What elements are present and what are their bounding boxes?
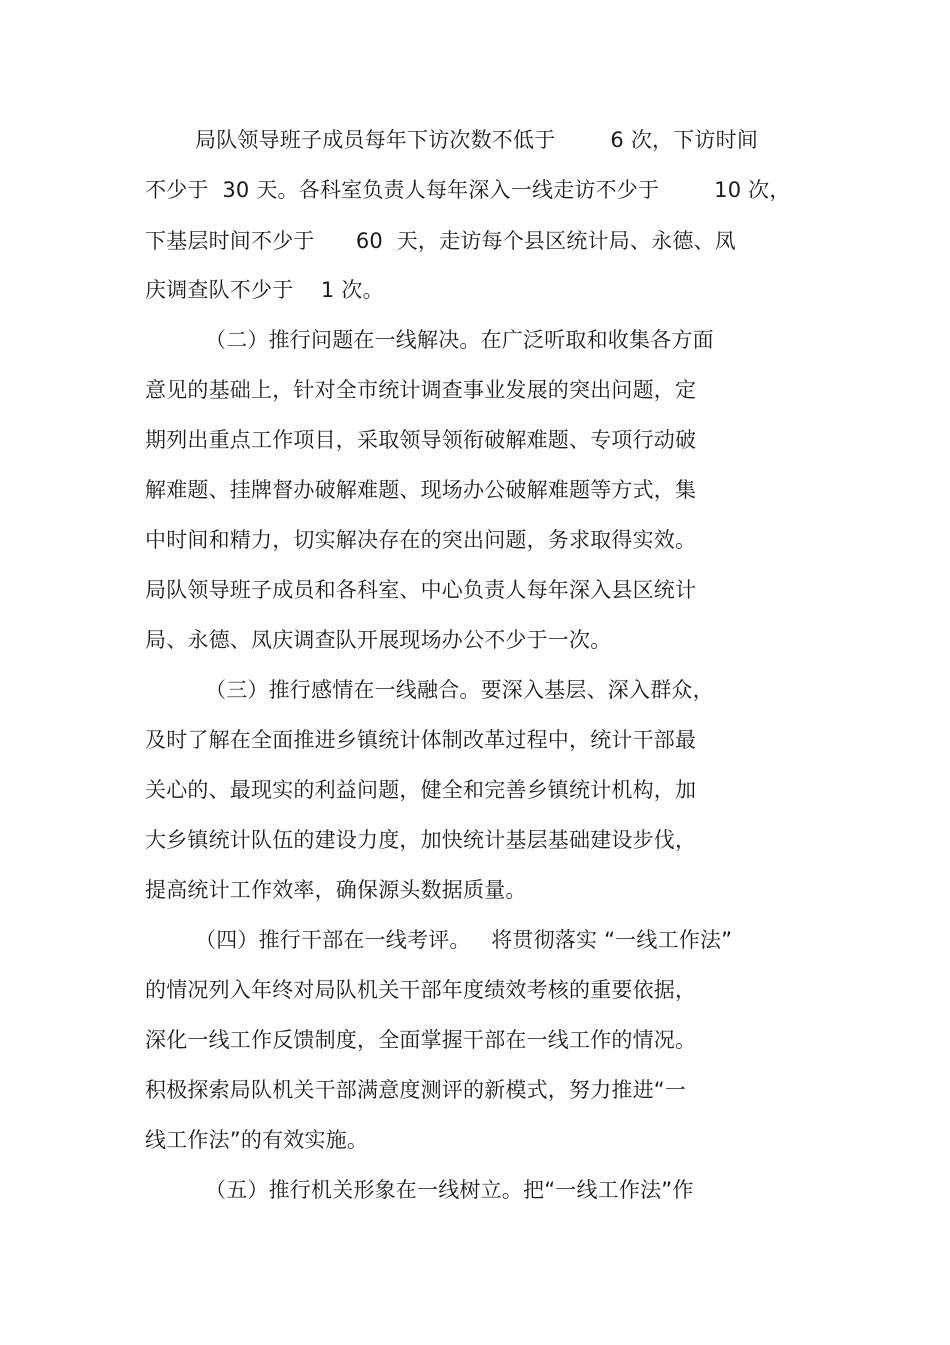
text-line: 及时了解在全面推进乡镇统计体制改革过程中，统计干部最 [145, 728, 697, 752]
text-line: （二）推行问题在一线解决。在广泛听取和收集各方面 [205, 328, 714, 352]
text-line: 不少于 30 天。各科室负责人每年深入一线走访不少于 10 次， [145, 178, 791, 202]
text-line: （五）推行机关形象在一线树立。把“一线工作法”作 [205, 1178, 694, 1202]
text-line: 解难题、挂牌督办破解难题、现场办公破解难题等方式，集 [145, 478, 697, 502]
text-line: 的情况列入年终对局队机关干部年度绩效考核的重要依据， [145, 978, 697, 1002]
text-line: 线工作法”的有效实施。 [145, 1128, 369, 1152]
text-line: 积极探索局队机关干部满意度测评的新模式，努力推进“一 [145, 1078, 687, 1102]
text-line: 关心的、最现实的利益问题，健全和完善乡镇统计机构，加 [145, 778, 697, 802]
text-line: 庆调查队不少于 1 次。 [145, 278, 384, 302]
text-line: 局、永德、凤庆调查队开展现场办公不少于一次。 [145, 628, 612, 652]
text-line: 局队领导班子成员和各科室、中心负责人每年深入县区统计 [145, 578, 697, 602]
text-line: （四）推行干部在一线考评。 将贯彻落实 “一线工作法” [195, 928, 733, 952]
text-line: 意见的基础上，针对全市统计调查事业发展的突出问题，定 [145, 378, 697, 402]
text-line: 提高统计工作效率，确保源头数据质量。 [145, 878, 527, 902]
text-line: 中时间和精力，切实解决存在的突出问题，务求取得实效。 [145, 528, 697, 552]
text-line: 大乡镇统计队伍的建设力度，加快统计基层基础建设步伐， [145, 828, 697, 852]
text-line: 局队领导班子成员每年下访次数不低于 6 次，下访时间 [195, 128, 759, 152]
text-line: （三）推行感情在一线融合。要深入基层、深入群众， [205, 678, 714, 702]
text-line: 期列出重点工作项目，采取领导领衔破解难题、专项行动破 [145, 428, 697, 452]
text-line: 下基层时间不少于 60 天，走访每个县区统计局、永德、凤 [145, 229, 736, 253]
text-line: 深化一线工作反馈制度，全面掌握干部在一线工作的情况。 [145, 1028, 697, 1052]
